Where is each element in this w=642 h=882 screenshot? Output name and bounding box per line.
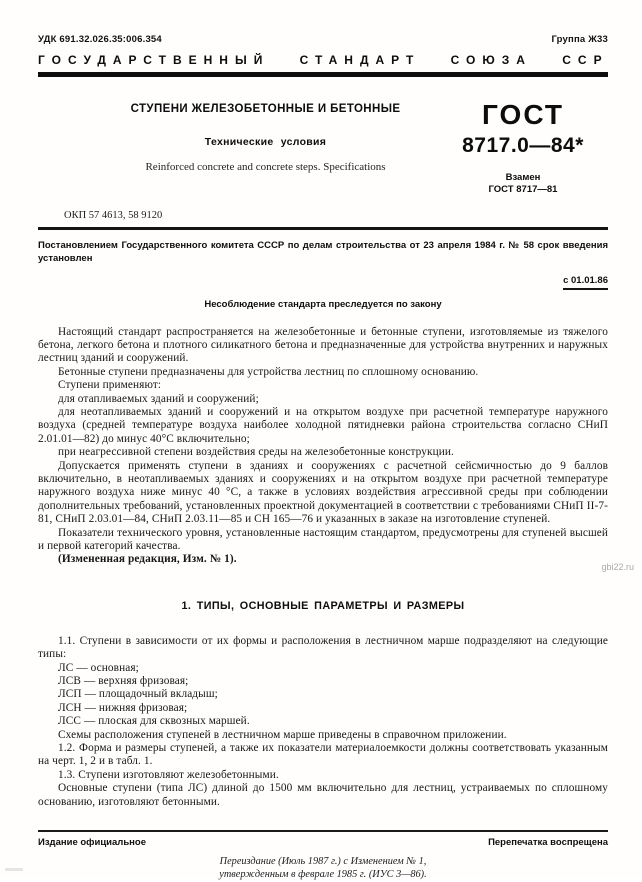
section1-paragraph: ЛС — основная; bbox=[58, 661, 139, 674]
decree-text: Постановлением Государственного комитета СССР по делам строительства от 23 апреля 1984 г. № 58 срок введения установлен bbox=[38, 239, 608, 264]
intro-section bbox=[38, 326, 608, 567]
site-watermark: gbi22.ru bbox=[601, 562, 634, 572]
replaces-note bbox=[438, 172, 608, 196]
section1-paragraph: ЛСС — плоская для сквозных маршей. bbox=[58, 715, 250, 728]
state-standard-banner: ГОСУДАРСТВЕННЫЙ СТАНДАРТ СОЮЗА ССР bbox=[38, 53, 609, 67]
group-code: Группа Ж33 bbox=[551, 34, 608, 45]
title-left-column bbox=[38, 103, 438, 196]
intro-paragraph: для неотапливаемых зданий и сооружений и на открытом воздухе при расчетной температуре наружного воздуха (средней температуре воздуха наиболее холодной пятидневки района строительства согласно СНиП 2.01.01—82) до минус 40°С включительно; bbox=[38, 405, 608, 445]
intro-paragraph: для отапливаемых зданий и сооружений; bbox=[58, 392, 259, 405]
intro-paragraph: при неагрессивной степени воздействия среды на железобетонные конструкции. bbox=[58, 446, 454, 459]
intro-paragraph: Бетонные ступени предназначены для устройства лестниц по сплошному основанию. bbox=[58, 365, 479, 378]
gost-designation-block bbox=[438, 101, 608, 196]
section1-paragraph: 1.1. Ступени в зависимости от их формы и расположения в лестничном марше подразделяют на следующие типы: bbox=[38, 634, 608, 661]
footer-row bbox=[38, 837, 608, 848]
replaces-number: ГОСТ 8717—81 bbox=[488, 184, 558, 195]
law-notice: Несоблюдение стандарта преследуется по закону bbox=[204, 298, 442, 310]
scan-artifact bbox=[5, 868, 23, 871]
okp-codes: ОКП 57 4613, 58 9120 bbox=[64, 210, 163, 221]
title-block bbox=[38, 99, 608, 196]
intro-paragraph: Показатели технического уровня, установленные настоящим стандартом, предусмотрены для ступеней высшей и первой категорий качества. bbox=[38, 526, 608, 552]
header-rule bbox=[38, 72, 608, 77]
section1-paragraph: ЛСН — нижняя фризовая; bbox=[58, 701, 188, 714]
document-subtitle-ru: Технические условия bbox=[204, 136, 327, 148]
document-meta-row bbox=[38, 34, 608, 45]
effective-date: с 01.01.86 bbox=[563, 275, 608, 290]
intro-paragraph: Ступени применяют: bbox=[58, 379, 162, 392]
section1-paragraph: 1.2. Форма и размеры ступеней, а также их показатели материалоемкости должны соответствовать указанным на черт. 1, 2 и в табл. 1. bbox=[38, 742, 608, 768]
document-title-ru: СТУПЕНИ ЖЕЛЕЗОБЕТОННЫЕ И БЕТОННЫЕ bbox=[130, 103, 401, 115]
gost-number: 8717.0—84* bbox=[462, 134, 584, 157]
amendment-note: (Измененная редакция, Изм. № 1). bbox=[58, 553, 237, 566]
footer-rule bbox=[38, 830, 608, 832]
intro-paragraph: Настоящий стандарт распространяется на железобетонные и бетонные ступени, изготовляемые из тяжелого бетона, легкого бетона и плотного силикатного бетона и предназначенные для устройства внутренних и наружных лестниц зданий и сооружений. bbox=[38, 325, 608, 365]
gost-label: ГОСТ bbox=[482, 99, 564, 130]
section1-paragraph: ЛСВ — верхняя фризовая; bbox=[58, 675, 189, 688]
section1-heading: 1. ТИПЫ, ОСНОВНЫЕ ПАРАМЕТРЫ И РАЗМЕРЫ bbox=[181, 599, 465, 612]
reissue-note bbox=[38, 855, 608, 882]
replaces-label: Взамен bbox=[505, 172, 541, 183]
section1-paragraph: Схемы расположения ступеней в лестничном марше приведены в справочном приложении. bbox=[58, 728, 507, 741]
section1-paragraph: ЛСП — площадочный вкладыш; bbox=[58, 688, 218, 701]
reissue-line: Переиздание (Июль 1987 г.) с Изменением № 1, bbox=[219, 855, 427, 867]
reprint-prohibited-label: Перепечатка воспрещена bbox=[488, 836, 608, 848]
document-title-en: Reinforced concrete and concrete steps. Specifications bbox=[145, 161, 386, 173]
official-edition-label: Издание официальное bbox=[38, 836, 146, 848]
effective-date-row bbox=[38, 270, 608, 288]
reissue-line: утвержденным в феврале 1985 г. (ИУС 3—86). bbox=[219, 869, 427, 881]
section1-body bbox=[38, 635, 608, 809]
section1-paragraph: Основные ступени (типа ЛС) длиной до 1500 мм включительно для лестниц, устраиваемых по сплошному основанию, изготовляют бетонными. bbox=[38, 782, 608, 808]
intro-paragraph: Допускается применять ступени в зданиях и сооружениях с расчетной сейсмичностью до 9 баллов включительно, в неотапливаемых зданиях и сооружениях и на открытом воздухе при расчетной температуре наружного воздуха ниже минус 40 °С, а также в условиях воздействия агрессивной среды при соблюдении дополнительных требований, установленных проектной документацией в соответствии с требованиями СНиП II-7-81, СНиП 2.03.01—84, СНиП 2.03.11—85 и СН 165—76 и указанных в заказе на изготовление ступеней. bbox=[38, 459, 608, 526]
section1-paragraph: 1.3. Ступени изготовляют железобетонными. bbox=[58, 768, 279, 781]
udk-code: УДК 691.32.026.35:006.354 bbox=[38, 34, 162, 45]
decree-divider-rule bbox=[38, 227, 608, 230]
